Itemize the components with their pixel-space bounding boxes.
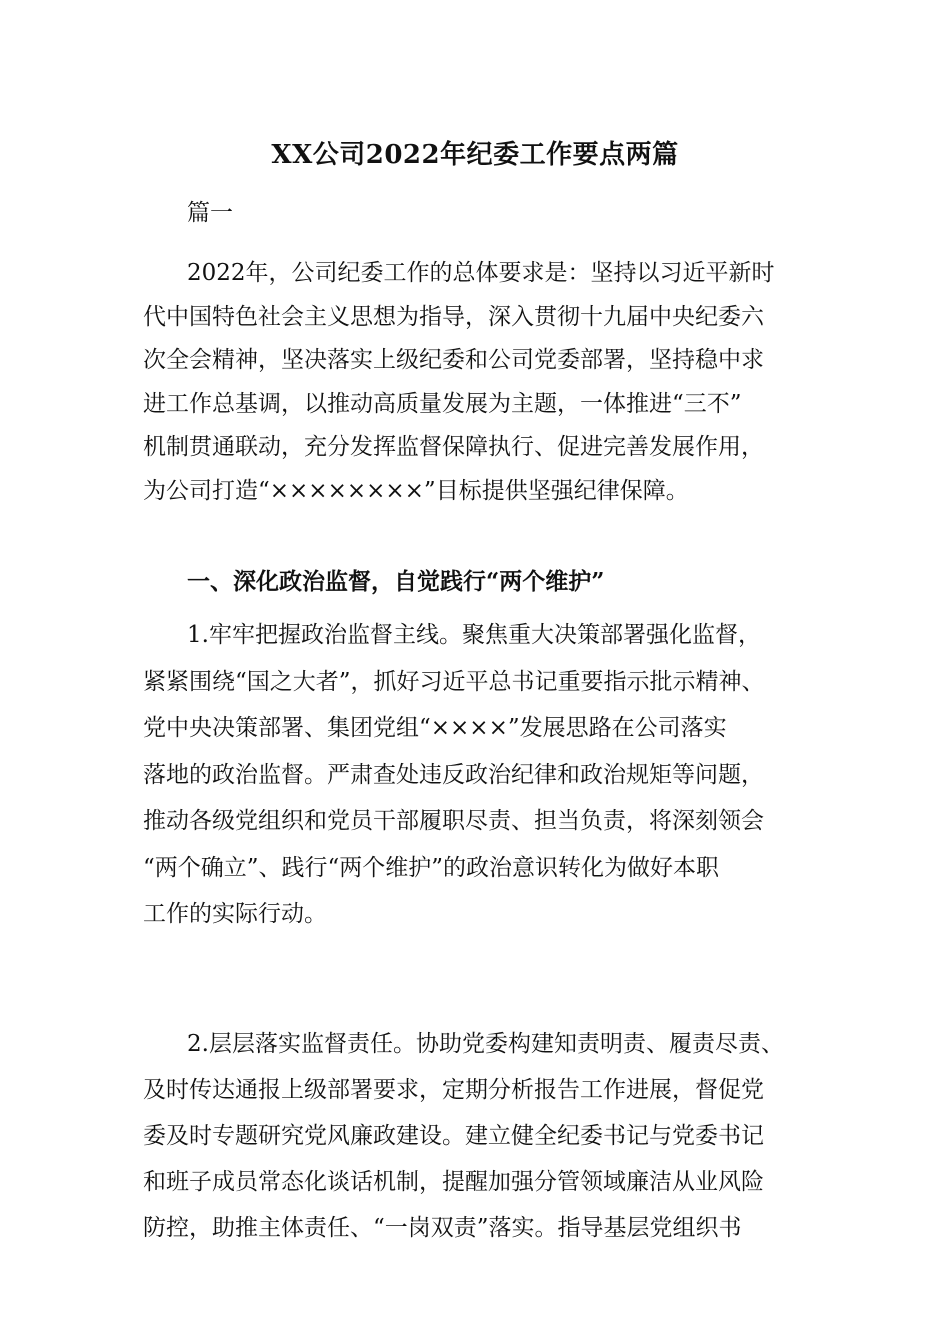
paragraph-line: 为公司打造“××××××××”目标提供坚强纪律保障。 — [143, 477, 689, 504]
paragraph-line: 紧紧围绕“国之大者”，抓好习近平总书记重要指示批示精神、 — [143, 668, 765, 695]
paragraph-line: 进工作总基调，以推动高质量发展为主题，一体推进“三不” — [143, 390, 742, 417]
paragraph-line: “两个确立”、践行“两个维护”的政治意识转化为做好本职 — [143, 854, 720, 881]
paragraph-line: 机制贯通联动，充分发挥监督保障执行、促进完善发展作用， — [143, 434, 764, 461]
paragraph-line: 党中央决策部署、集团党组“××××”发展思路在公司落实 — [143, 715, 727, 741]
section-heading: 一、深化政治监督，自觉践行“两个维护” — [187, 568, 605, 595]
paragraph-line: 委及时专题研究党风廉政建设。建立健全纪委书记与党委书记 — [143, 1123, 764, 1149]
paragraph-line: 和班子成员常态化谈话机制，提醒加强分管领域廉洁从业风险 — [143, 1169, 764, 1195]
paragraph-line: 代中国特色社会主义思想为指导，深入贯彻十九届中央纪委六 — [143, 303, 764, 330]
document-title: XX公司2022年纪委工作要点两篇 — [271, 140, 679, 170]
paragraph-line: 及时传达通报上级部署要求，定期分析报告工作进展，督促党 — [143, 1077, 764, 1103]
intro-paragraph — [143, 252, 813, 514]
paragraph-line: 2022年，公司纪委工作的总体要求是：坚持以习近平新时 — [187, 260, 775, 286]
paragraph-line: 次全会精神，坚决落实上级纪委和公司党委部署，坚持稳中求 — [143, 347, 764, 374]
item-1-paragraph — [143, 612, 813, 938]
paragraph-line: 推动各级党组织和党员干部履职尽责、担当负责，将深刻领会 — [143, 808, 764, 834]
paragraph-line: 落地的政治监督。严肃查处违反政治纪律和政治规矩等问题， — [143, 761, 764, 788]
item-2-paragraph — [143, 1021, 813, 1251]
paragraph-line: 工作的实际行动。 — [143, 901, 327, 927]
paragraph-line: 1.牢牢把握政治监督主线。聚焦重大决策部署强化监督， — [187, 622, 761, 648]
section-label: 篇一 — [187, 200, 233, 226]
paragraph-line: 防控，助推主体责任、“一岗双责”落实。指导基层党组织书 — [143, 1215, 742, 1241]
paragraph-line: 2.层层落实监督责任。协助党委构建知责明责、履责尽责、 — [187, 1031, 784, 1057]
